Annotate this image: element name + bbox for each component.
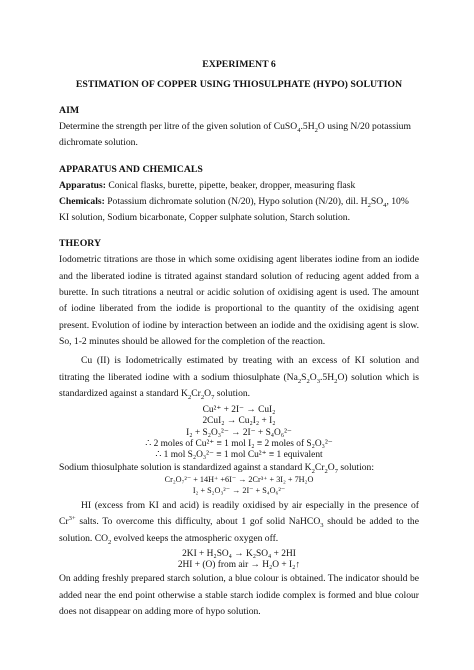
chemicals-line: Chemicals: Potassium dichromate solution (N/20), Hypo solution (N/20), dil. $H_2SO_4$, 10% KI solution, Sodium bicarbonate, Copper sulphate solution, Starch solution. [59, 195, 409, 224]
oxidation-equations [59, 549, 419, 571]
apparatus-line: Apparatus: Conical flasks, burette, pipette, beaker, dropper, measuring flask [59, 179, 356, 191]
equation-5: ∴ 1 mol S₂O₃²⁻ ≡ 1 mol Cu²⁺ ≡ 1 equivalent [155, 449, 323, 460]
reaction-equations [59, 405, 419, 461]
equation-2: 2CuI₂ → Cu₂I₂ + I₂ [202, 416, 276, 427]
experiment-title: ESTIMATION OF COPPER USING THIOSULPHATE (HYPO) SOLUTION [75, 79, 403, 90]
theory-paragraph-3: Sodium thiosulphate solution is standardized against a standard $K_2Cr_2O_7$ solution: [59, 462, 375, 476]
equation-9: 2HI + (O) from air → H₂O + I₂↑ [177, 560, 301, 571]
experiment-number: EXPERIMENT 6 [202, 59, 276, 70]
equation-6: Cr₂O₇²⁻ + 14H⁺ +6I⁻ → 2Cr³⁺ + 3I₂ + 7H₂O [164, 475, 314, 485]
equation-8: 2KI + H₂SO₄ → K₂SO₄ + 2HI [182, 549, 296, 560]
theory-paragraph-4: HI (excess from KI and acid) is readily oxidised by air especially in the presence of $Cr^{3+}$ salts. To overcome this difficulty, about 1 gof solid NaHCO$_3$ should be added to the solution. $CO_2$ evolved keeps the atmospheric oxygen off. [59, 500, 419, 546]
theory-heading: THEORY [59, 238, 102, 250]
equation-1: Cu²⁺ + 2I⁻ → CuI₂ [202, 405, 276, 416]
aim-text: Determine the strength per litre of the given solution of $CuSO_4.5H_2O$ using N/20 potassium dichromate solution. [59, 121, 411, 149]
equation-7: I₂ + S₂O₃²⁻ → 2I⁻ + S₄O₆²⁻ [192, 486, 286, 496]
document-page [59, 58, 419, 620]
theory-paragraph-2: Cu (II) is Iodometrically estimated by treating with an excess of KI solution and titrating the liberated iodine with a sodium thiosulphate $(Na_2S_2O_3.5H_2O)$ solution which is standardized against a standard $K_2Cr_2O_7$ solution. [59, 355, 419, 401]
theory-paragraph-5: On adding freshly prepared starch solution, a blue colour is obtained. The indicator should be added near the end point otherwise a stable starch iodide complex is formed and blue colour does not disappear on adding more of hypo solution. [59, 573, 419, 618]
equation-4: ∴ 2 moles of Cu²⁺ ≡ 1 mol I₂ ≡ 2 moles of S₂O₃²⁻ [145, 438, 333, 449]
apparatus-heading: APPARATUS AND CHEMICALS [59, 163, 203, 175]
theory-paragraph-1: Iodometric titrations are those in which some oxidising agent liberates iodine from an iodide and the liberated iodine is titrated against standard solution of reducing agent added from a burette. In such titrations a neutral or acidic solution of oxidising agent is used. The amount of iodine liberated from the iodide is proportional to the quantity of the oxidising agent present. Evolution of iodine by interaction between an iodide and the oxidising agent is slow. So, 1-2 minutes should be allowed for the completion of the reaction. [59, 254, 419, 347]
aim-heading: AIM [59, 105, 80, 116]
equation-3: I₂ + S₂O₃²⁻ → 2I⁻ + S₄O₆²⁻ [186, 427, 292, 438]
